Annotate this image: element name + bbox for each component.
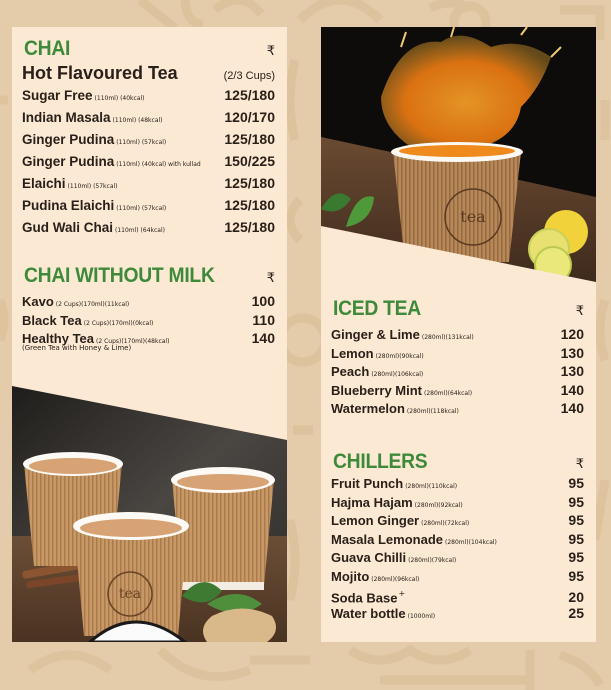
section-title: CHAI	[24, 37, 71, 60]
item-price: 140	[251, 330, 275, 346]
item-meta: (2 Cups)(170ml)(11kcal)	[55, 301, 130, 308]
item-price: 95	[568, 493, 584, 510]
item-price: 25	[568, 604, 584, 621]
menu-item	[321, 604, 596, 623]
menu-item	[12, 106, 287, 128]
menu-panel-left	[12, 27, 287, 642]
item-name: Kavo	[22, 294, 54, 309]
iced-tea-photo	[321, 27, 596, 283]
menu-item	[321, 585, 596, 604]
item-price: 130	[560, 344, 584, 361]
cup-logo-text: tea	[118, 586, 142, 602]
item-price: 150/225	[224, 153, 275, 169]
section-iced-tea	[321, 297, 596, 418]
item-meta: (2 Cups)(170ml)(0kcal)	[83, 319, 154, 327]
item-meta: (110ml) (64kcal)	[115, 227, 165, 234]
item-name: Sugar Free	[22, 88, 93, 103]
item-meta: (110ml) (48kcal)	[112, 117, 163, 124]
item-name: Masala Lemonade	[331, 531, 443, 547]
item-name: Healthy Tea	[22, 331, 95, 346]
item-name: Peach	[331, 364, 370, 379]
item-name: Watermelon	[331, 401, 405, 416]
currency-symbol: ₹	[575, 457, 584, 472]
item-name: Guava Chilli	[331, 550, 407, 565]
item-price: 125/180	[224, 131, 275, 147]
item-name: Pudina Elaichi	[22, 198, 115, 213]
item-name: Lemon Ginger	[331, 513, 420, 528]
item-price: 110	[252, 311, 275, 328]
item-meta: (280ml)(131kcal)	[421, 334, 474, 341]
currency-symbol: ₹	[266, 271, 275, 286]
hot-chai-photo	[12, 386, 287, 642]
item-meta: (280ml)(72kcal)	[421, 520, 470, 527]
item-footnote-mark: +	[398, 589, 406, 598]
section-chai-without-milk	[12, 264, 287, 352]
section-title: ICED TEA	[333, 297, 421, 320]
item-price: 95	[568, 530, 584, 547]
item-note: (Green Tea with Honey & Lime)	[22, 343, 132, 352]
menu-panel-right	[321, 27, 596, 642]
item-meta: (280ml)(104kcal)	[445, 538, 497, 546]
item-name: Elaichi	[22, 176, 66, 191]
item-meta: (280ml)(64kcal)	[424, 389, 473, 397]
subheading-note: (2/3 Cups)	[223, 70, 275, 82]
section-chillers	[321, 450, 596, 622]
item-meta: (1000ml)	[407, 612, 436, 620]
menu-item	[12, 150, 287, 172]
item-price: 120	[560, 326, 584, 342]
menu-item	[321, 511, 596, 530]
section-title: CHILLERS	[333, 450, 428, 473]
item-name: Soda Base	[331, 590, 398, 606]
menu-item	[12, 216, 287, 238]
item-name: Ginger Pudina	[22, 154, 115, 169]
menu-item	[321, 362, 596, 381]
item-meta: (280ml)(110kcal)	[405, 483, 458, 490]
item-name: Blueberry Mint	[331, 382, 423, 398]
menu-item	[12, 292, 287, 311]
item-name: Mojito	[331, 568, 370, 584]
currency-symbol: ₹	[266, 44, 275, 59]
menu-item	[321, 325, 596, 344]
menu-item	[12, 84, 287, 106]
item-price: 125/180	[224, 197, 275, 213]
menu-item	[321, 530, 596, 549]
item-price: 20	[568, 589, 584, 606]
item-name: Gud Wali Chai	[22, 220, 113, 235]
item-name: Lemon	[331, 345, 374, 361]
item-name: Water bottle	[331, 605, 406, 621]
item-name: Indian Masala	[22, 110, 111, 125]
item-meta: (110ml) (40kcal)	[94, 95, 145, 102]
item-price: 95	[568, 567, 584, 584]
item-price: 125/180	[224, 87, 275, 103]
menu-item	[321, 474, 596, 493]
item-price: 100	[251, 293, 275, 309]
menu-item	[12, 128, 287, 150]
cup-logo-text: tea	[460, 207, 486, 226]
iced-tea-cup	[391, 142, 523, 262]
subheading: Hot Flavoured Tea	[22, 63, 178, 83]
item-meta: (280ml)(96kcal)	[371, 575, 420, 583]
menu-item	[321, 399, 596, 418]
item-name: Ginger & Lime	[331, 327, 420, 342]
item-name: Ginger Pudina	[22, 132, 115, 147]
currency-symbol: ₹	[575, 304, 584, 319]
menu-item	[321, 567, 596, 586]
item-price: 95	[568, 512, 584, 528]
item-price: 125/180	[224, 175, 275, 191]
item-price: 125/180	[224, 219, 275, 235]
item-name: Fruit Punch	[331, 476, 404, 491]
item-meta: (280ml)(90kcal)	[375, 352, 424, 360]
item-price: 95	[568, 475, 584, 491]
item-price: 130	[560, 363, 584, 379]
item-meta: (280ml)(118kcal)	[406, 408, 459, 415]
item-price: 120/170	[224, 109, 275, 125]
menu-item	[321, 493, 596, 512]
item-price: 95	[568, 549, 584, 565]
item-price: 140	[560, 381, 584, 398]
menu-item	[12, 194, 287, 216]
chai-cup-front	[73, 512, 189, 636]
section-chai	[12, 37, 287, 238]
item-meta: (2 Cups)(170ml)(48kcal)	[96, 338, 170, 345]
item-meta: (110ml) (57kcal)	[67, 183, 118, 190]
section-title: CHAI WITHOUT MILK	[24, 264, 215, 287]
menu-item	[321, 381, 596, 400]
item-meta: (110ml) (57kcal)	[116, 139, 167, 146]
menu-item	[12, 311, 287, 330]
item-price: 140	[560, 400, 584, 416]
item-meta: (280ml)(106kcal)	[371, 371, 424, 378]
item-meta: (110ml) (40kcal) with kullad	[116, 161, 201, 168]
item-name: Hajma Hajam	[331, 494, 413, 510]
item-name: Black Tea	[22, 312, 82, 328]
item-meta: (110ml) (57kcal)	[116, 205, 167, 212]
item-meta: (280ml)(79kcal)	[408, 557, 457, 564]
item-meta: (280ml)(92kcal)	[414, 501, 463, 509]
